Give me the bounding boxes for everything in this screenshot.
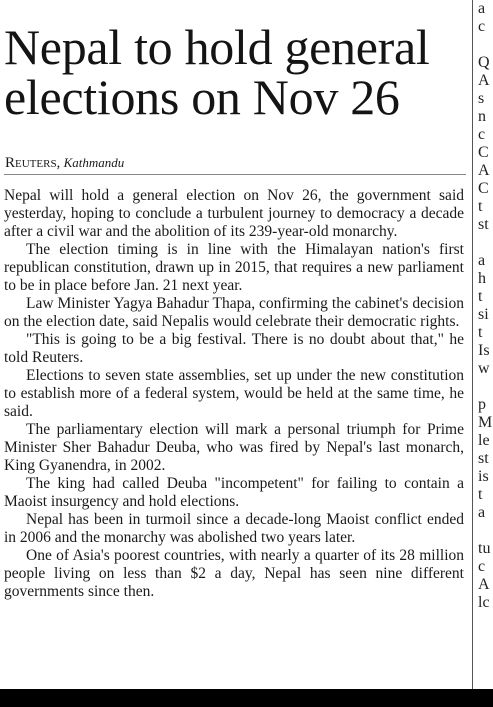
adjacent-column-fragment: tu xyxy=(478,540,491,557)
adjacent-column-fragment xyxy=(478,36,493,54)
headline-line-1: Nepal to hold general xyxy=(4,19,430,75)
paragraph-7: The king had called Deuba "incompetent" for failing to contain a Maoist insurgency and hold elections. xyxy=(4,475,464,510)
paragraph-9: One of Asia's poorest countries, with nearly a quarter of its 28 million people living on less than $2 a day, Nepal has seen nine different governments since then. xyxy=(4,547,464,600)
adjacent-column-fragment: a xyxy=(478,0,486,17)
adjacent-column-fragment: le xyxy=(478,432,490,449)
adjacent-column-fragment: Is xyxy=(478,342,490,359)
adjacent-column-fragment: Q xyxy=(478,54,490,71)
column-divider xyxy=(472,0,473,689)
adjacent-column-fragment: t xyxy=(478,486,483,503)
article-body xyxy=(4,187,464,601)
adjacent-column-fragment: A xyxy=(478,72,490,89)
byline-agency: Reuters, xyxy=(5,155,61,171)
adjacent-column-fragment: C xyxy=(478,144,489,161)
adjacent-column-fragment: w xyxy=(478,360,490,377)
adjacent-column-fragment: t xyxy=(478,198,483,215)
adjacent-column-fragment: A xyxy=(478,162,490,179)
adjacent-column-fragment: st xyxy=(478,216,489,233)
adjacent-column-fragment: st xyxy=(478,450,489,467)
adjacent-column-fragment: M xyxy=(478,414,493,431)
adjacent-column-fragment: C xyxy=(478,180,489,197)
adjacent-column-fragment: c xyxy=(478,126,486,143)
adjacent-column-fragment: is xyxy=(478,468,489,485)
adjacent-column-fragment: t xyxy=(478,324,483,341)
adjacent-column-fragment: A xyxy=(478,576,490,593)
adjacent-column-fragment: a xyxy=(478,252,486,269)
adjacent-column-fragment: h xyxy=(478,270,486,287)
byline-rule xyxy=(4,174,466,175)
adjacent-column-fragment: lc xyxy=(478,594,490,611)
adjacent-column-fragment: p xyxy=(478,396,486,413)
adjacent-column-fragment xyxy=(478,378,493,396)
paragraph-2: The election timing is in line with the Himalayan nation's first republican constitution, drawn up in 2015, that requires a new parliament to be in place before Jan. 21 next year. xyxy=(4,241,464,294)
adjacent-column-fragment: a xyxy=(478,504,486,521)
paragraph-8: Nepal has been in turmoil since a decade-long Maoist conflict ended in 2006 and the monarchy was abolished two years later. xyxy=(4,511,464,546)
headline-line-2: elections on Nov 26 xyxy=(4,69,400,125)
bottom-edge-bar xyxy=(0,689,493,707)
paragraph-6: The parliamentary election will mark a personal triumph for Prime Minister Sher Bahadur Deuba, who was fired by Nepal's last monarch, King Gyanendra, in 2002. xyxy=(4,421,464,474)
adjacent-column-fragment: c xyxy=(478,558,486,575)
adjacent-column-fragment: n xyxy=(478,108,486,125)
adjacent-column-fragment: s xyxy=(478,90,485,107)
adjacent-column-fragment: t xyxy=(478,288,483,305)
paragraph-3: Law Minister Yagya Bahadur Thapa, confirming the cabinet's decision on the election date, said Nepalis would celebrate their democratic rights. xyxy=(4,295,464,330)
paragraph-1: Nepal will hold a general election on Nov 26, the government said yesterday, hoping to conclude a turbulent journey to democracy a decade after a civil war and the abolition of its 239-year-old monarchy. xyxy=(4,187,464,240)
adjacent-column-fragment: c xyxy=(478,18,486,35)
adjacent-column-fragment xyxy=(478,522,493,540)
adjacent-column xyxy=(478,0,493,689)
adjacent-column-fragment xyxy=(478,234,493,252)
adjacent-column-fragment: si xyxy=(478,306,489,323)
paragraph-4: "This is going to be a big festival. There is no doubt about that," he told Reuters. xyxy=(4,331,464,366)
headline xyxy=(4,19,470,125)
byline xyxy=(5,155,124,172)
paragraph-5: Elections to seven state assemblies, set up under the new constitution to establish more of a federal system, would be held at the same time, he said. xyxy=(4,367,464,420)
byline-place: Kathmandu xyxy=(63,155,125,170)
